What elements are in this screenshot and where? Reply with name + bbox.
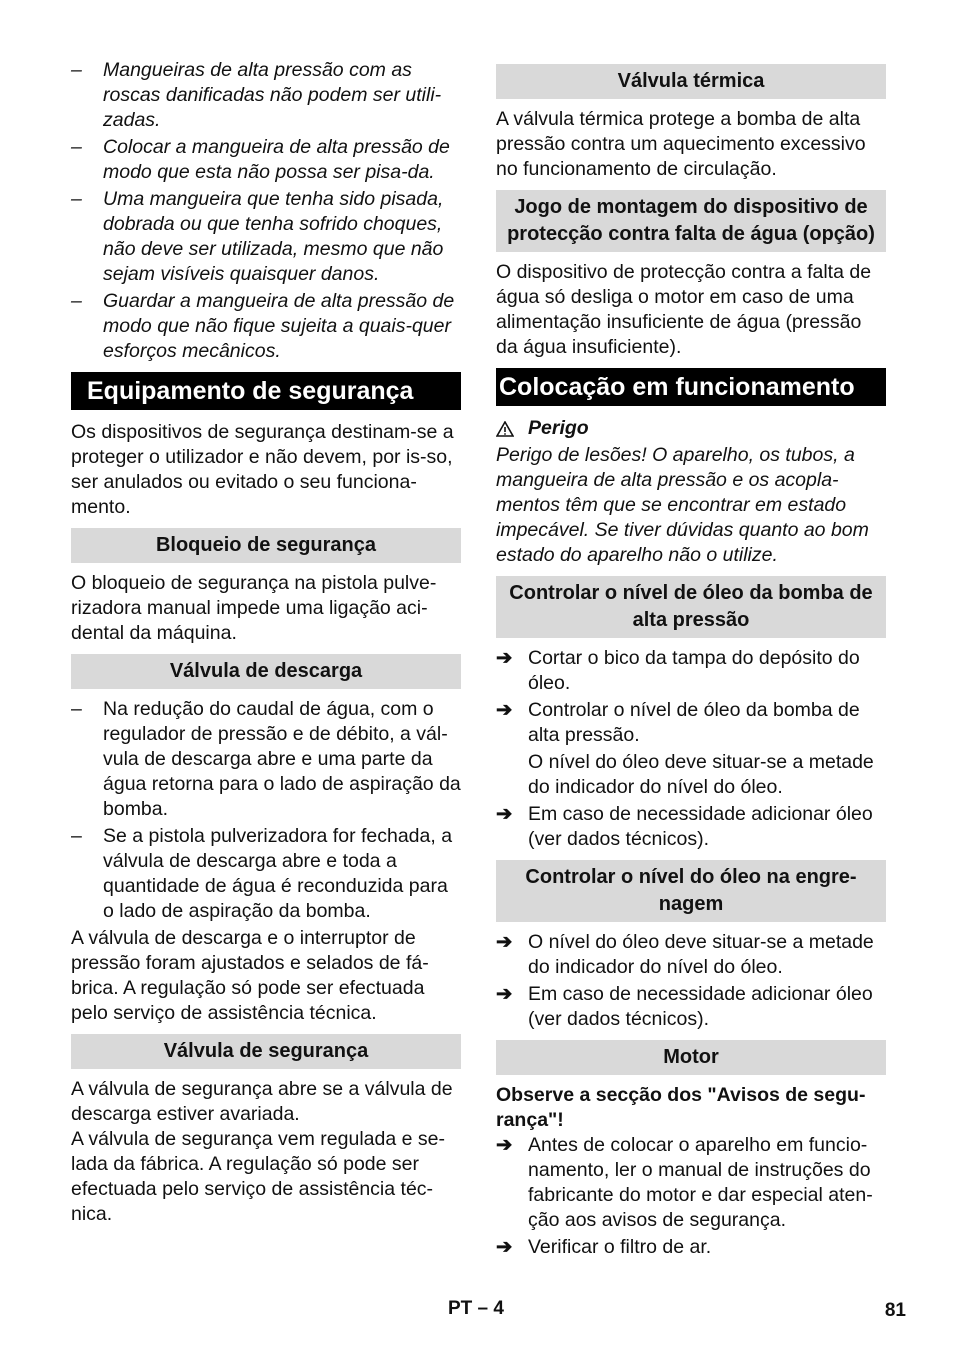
footer-language-page: PT – 4 <box>448 1298 504 1319</box>
list-item: ➔ Controlar o nível de óleo da bomba de alta pressão. O nível do óleo deve situar-se a metade do indicador do nível do óleo. <box>496 698 886 800</box>
motor-notice: Observe a secção dos "Avisos de segu-rança"! <box>496 1084 866 1131</box>
water-protection-kit-text: O dispositivo de protecção contra a falta de água só desliga o motor em caso de uma alimentação insuficiente de água (pressão da água insuficiente). <box>496 261 872 358</box>
safety-lock-text: O bloqueio de segurança na pistola pulve-rizadora manual impede uma ligação aci-dental da máquina. <box>71 572 437 644</box>
list-item: ➔ Em caso de necessidade adicionar óleo (ver dados técnicos). <box>496 983 873 1030</box>
motor-heading: Motor <box>496 1040 886 1075</box>
arrow-icon: ➔ <box>496 1236 513 1258</box>
dash-marker: – <box>71 290 82 312</box>
right-column <box>496 58 886 1262</box>
pump-oil-steps <box>496 646 886 852</box>
arrow-icon: ➔ <box>496 803 513 825</box>
danger-label: Perigo <box>528 417 589 439</box>
dash-marker: – <box>71 136 82 158</box>
water-protection-kit-heading: Jogo de montagem do dispositivo de protecção contra falta de água (opção) <box>496 190 886 252</box>
pump-oil-note: O nível do óleo deve situar-se a metade do indicador do nível do óleo. <box>528 751 874 798</box>
safety-valve-heading: Válvula de segurança <box>71 1034 461 1069</box>
thermal-valve-text: A válvula térmica protege a bomba de alta pressão contra um aquecimento excessivo no funcionamento de circulação. <box>496 108 866 180</box>
list-item: ➔ Verificar o filtro de ar. <box>496 1236 712 1258</box>
dash-marker: – <box>71 825 82 847</box>
arrow-icon: ➔ <box>496 647 513 669</box>
arrow-icon: ➔ <box>496 699 513 721</box>
list-item: – Uma mangueira que tenha sido pisada, dobrada ou que tenha sofrido choques, não deve ser utilizada, mesmo que não sejam visíveis quaisquer danos. <box>71 188 444 285</box>
list-item: – Colocar a mangueira de alta pressão de modo que esta não possa ser pisa-da. <box>71 136 450 183</box>
list-item: ➔ O nível do óleo deve situar-se a metade do indicador do nível do óleo. <box>496 931 874 978</box>
safety-intro-text: Os dispositivos de segurança destinam-se a proteger o utilizador e não devem, por is-so, ser anulados ou evitado o seu funciona-mento. <box>71 421 454 518</box>
list-item: – Guardar a mangueira de alta pressão de modo que não fique sujeita a quais-quer esforços mecânicos. <box>71 290 455 362</box>
list-item: – Na redução do caudal de água, com o regulador de pressão e de débito, a vál-vula de descarga abre e uma parte da água retorna para o lado de aspiração da bomba. <box>71 698 461 820</box>
warning-triangle-icon <box>496 421 514 437</box>
list-item: ➔ Cortar o bico da tampa do depósito do óleo. <box>496 647 860 694</box>
hose-warning-list <box>71 58 461 364</box>
arrow-icon: ➔ <box>496 1134 513 1156</box>
list-item: – Mangueiras de alta pressão com as roscas danificadas não podem ser utili-zadas. <box>71 59 442 131</box>
startup-heading: Colocação em funcionamento <box>496 368 886 406</box>
discharge-valve-text: A válvula de descarga e o interruptor de pressão foram ajustados e selados de fá-brica. A regulação só pode ser efectuada pelo serviço de assistência técnica. <box>71 927 429 1024</box>
safety-lock-heading: Bloqueio de segurança <box>71 528 461 563</box>
gear-oil-steps <box>496 930 886 1032</box>
pump-oil-heading: Controlar o nível de óleo da bomba de alta pressão <box>496 576 886 638</box>
danger-label-row <box>496 416 886 441</box>
arrow-icon: ➔ <box>496 983 513 1005</box>
arrow-icon: ➔ <box>496 931 513 953</box>
motor-steps <box>496 1133 886 1260</box>
list-item: – Se a pistola pulverizadora for fechada, a válvula de descarga abre e toda a quantidade de água é reconduzida para o lado de aspiração da bomba. <box>71 825 453 922</box>
list-item: ➔ Em caso de necessidade adicionar óleo (ver dados técnicos). <box>496 803 873 850</box>
danger-text: Perigo de lesões! O aparelho, os tubos, a mangueira de alta pressão e os acopla-mentos têm que se encontrar em estado impecável. Se tiver dúvidas quanto ao bom estado do aparelho não o utilize. <box>496 444 869 566</box>
gear-oil-heading: Controlar o nível do óleo na engre-nagem <box>496 860 886 922</box>
thermal-valve-heading: Válvula térmica <box>496 64 886 99</box>
dash-marker: – <box>71 59 82 81</box>
safety-valve-text-2: A válvula de segurança vem regulada e se-lada da fábrica. A regulação só pode ser efectuada pelo serviço de assistência téc-nica. <box>71 1128 445 1225</box>
safety-valve-text-1: A válvula de segurança abre se a válvula de descarga estiver avariada. <box>71 1078 453 1125</box>
list-item: ➔ Antes de colocar o aparelho em funcio-namento, ler o manual de instruções do fabricante do motor e dar especial aten-ção aos avisos de segurança. <box>496 1134 873 1231</box>
discharge-valve-list <box>71 697 461 924</box>
dash-marker: – <box>71 188 82 210</box>
safety-equipment-heading: Equipamento de segurança <box>71 372 461 410</box>
discharge-valve-heading: Válvula de descarga <box>71 654 461 689</box>
footer-page-number: 81 <box>884 1300 906 1321</box>
dash-marker: – <box>71 698 82 720</box>
left-column <box>71 58 461 1227</box>
